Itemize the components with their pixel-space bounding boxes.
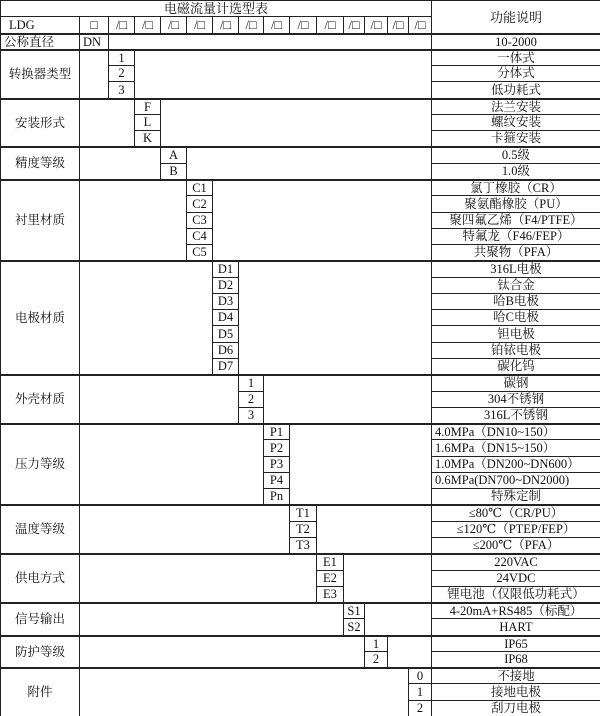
desc-cell: 4.0MPa（DN10~150） <box>431 423 600 440</box>
desc-cell: ≤120℃（PTEP/FEP） <box>431 521 600 538</box>
empty-span-cell <box>160 98 432 147</box>
desc-cell: 特殊定制 <box>431 488 600 505</box>
empty-span-cell <box>212 179 432 261</box>
section-label: 防护等级 <box>0 635 80 668</box>
code-cell: E1 <box>316 553 344 571</box>
code-cell: C2 <box>186 195 213 213</box>
model-code-checkbox: /□ <box>108 16 135 34</box>
code-cell: 1 <box>108 49 135 66</box>
section-label: 信号输出 <box>0 602 80 636</box>
empty-span-cell <box>186 146 432 180</box>
desc-cell: 螺纹安装 <box>431 114 600 131</box>
code-cell: 2 <box>364 651 388 668</box>
desc-cell: 刮刀电极 <box>431 700 600 716</box>
desc-cell: 哈C电极 <box>431 309 600 326</box>
section-label: 供电方式 <box>0 553 80 603</box>
model-prefix-cell: LDG <box>0 16 80 34</box>
code-cell: C3 <box>186 212 213 229</box>
code-cell: D6 <box>212 342 239 359</box>
function-description-header: 功能说明 <box>431 0 600 34</box>
desc-cell: 聚四氟乙烯（F4/PTFE） <box>431 212 600 229</box>
model-code-checkbox: /□ <box>238 16 264 34</box>
section-label: 衬里材质 <box>0 179 80 261</box>
code-cell: S2 <box>343 618 365 636</box>
empty-span-cell <box>79 602 344 636</box>
empty-span-cell <box>79 667 409 716</box>
desc-cell: 碳钢 <box>431 374 600 392</box>
section-label: 公称直径 <box>0 33 80 50</box>
code-cell: 2 <box>408 700 432 716</box>
code-cell: C1 <box>186 179 213 196</box>
code-cell: D7 <box>212 358 239 375</box>
desc-cell: 哈B电极 <box>431 293 600 310</box>
empty-span-cell <box>387 635 432 668</box>
desc-cell: IP65 <box>431 635 600 652</box>
empty-span-cell <box>263 374 432 424</box>
code-cell: L <box>134 114 161 131</box>
desc-cell: 氯丁橡胶（CR） <box>431 179 600 196</box>
desc-cell: 0.6MPa(DN700~DN2000) <box>431 472 600 489</box>
empty-span-cell <box>79 179 187 261</box>
code-cell: S1 <box>343 602 365 619</box>
code-cell: D5 <box>212 325 239 343</box>
empty-span-cell <box>134 49 432 99</box>
model-code-checkbox: □ <box>79 16 109 34</box>
empty-span-cell <box>289 423 432 505</box>
code-cell: P4 <box>263 472 290 489</box>
desc-cell: 共聚物（PFA） <box>431 244 600 261</box>
section-label: 附件 <box>0 667 80 716</box>
code-cell: F <box>134 98 161 115</box>
code-cell: 3 <box>108 81 135 99</box>
empty-span-cell <box>343 553 432 603</box>
code-cell: 2 <box>108 65 135 82</box>
model-code-checkbox: /□ <box>186 16 213 34</box>
desc-cell: 聚氨酯橡胶（PU） <box>431 195 600 213</box>
code-cell: E2 <box>316 570 344 587</box>
code-cell: B <box>160 163 187 180</box>
model-code-checkbox: /□ <box>212 16 239 34</box>
desc-cell: 碳化钨 <box>431 358 600 375</box>
desc-cell: IP68 <box>431 651 600 668</box>
model-code-checkbox: /□ <box>316 16 344 34</box>
empty-span-cell <box>316 504 432 554</box>
model-code-checkbox: /□ <box>343 16 365 34</box>
desc-cell: 1.0级 <box>431 163 600 180</box>
desc-cell: 304不锈钢 <box>431 391 600 408</box>
code-cell: K <box>134 130 161 147</box>
model-code-checkbox: /□ <box>387 16 409 34</box>
code-cell: 1 <box>408 683 432 701</box>
code-cell: 2 <box>238 391 264 408</box>
code-cell: A <box>160 146 187 164</box>
empty-span-cell <box>108 33 432 50</box>
desc-cell: HART <box>431 618 600 636</box>
model-code-checkbox: /□ <box>134 16 161 34</box>
code-cell: C5 <box>186 244 213 261</box>
code-cell: T2 <box>289 521 317 538</box>
section-label: 精度等级 <box>0 146 80 180</box>
empty-span-cell <box>364 602 432 636</box>
code-cell: P2 <box>263 439 290 457</box>
desc-cell: 220VAC <box>431 553 600 571</box>
desc-cell: 卡箍安装 <box>431 130 600 147</box>
section-label: 电极材质 <box>0 260 80 375</box>
code-cell: 0 <box>408 667 432 684</box>
empty-span-cell <box>79 553 317 603</box>
model-code-checkbox: /□ <box>289 16 317 34</box>
desc-cell: 法兰安装 <box>431 98 600 115</box>
desc-cell: 低功耗式 <box>431 81 600 99</box>
code-cell: T3 <box>289 537 317 554</box>
code-cell: C4 <box>186 228 213 245</box>
desc-cell: ≤200℃（PFA） <box>431 537 600 554</box>
desc-cell: 分体式 <box>431 65 600 82</box>
code-cell: Pn <box>263 488 290 505</box>
empty-span-cell <box>79 504 290 554</box>
model-code-checkbox: /□ <box>160 16 187 34</box>
code-cell: D1 <box>212 260 239 278</box>
desc-cell: 接地电极 <box>431 683 600 701</box>
code-cell: 3 <box>238 407 264 424</box>
desc-cell: 一体式 <box>431 49 600 66</box>
desc-cell: 10-2000 <box>431 33 600 50</box>
desc-cell: ≤80℃（CR/PU） <box>431 504 600 522</box>
code-cell: P1 <box>263 423 290 440</box>
desc-cell: 24VDC <box>431 570 600 587</box>
empty-span-cell <box>79 635 365 668</box>
section-label: 外壳材质 <box>0 374 80 424</box>
table-title: 电磁流量计选型表 <box>0 0 432 17</box>
desc-cell: 不接地 <box>431 667 600 684</box>
desc-cell: 0.5级 <box>431 146 600 164</box>
desc-cell: 316L电极 <box>431 260 600 278</box>
code-cell: P3 <box>263 456 290 473</box>
model-code-checkbox: /□ <box>263 16 290 34</box>
code-cell: D3 <box>212 293 239 310</box>
code-cell: D4 <box>212 309 239 326</box>
section-label: 安装形式 <box>0 98 80 147</box>
desc-cell: 4-20mA+RS485（标配） <box>431 602 600 619</box>
desc-cell: 钽电极 <box>431 325 600 343</box>
section-label: 转换器类型 <box>0 49 80 99</box>
section-label: 压力等级 <box>0 423 80 505</box>
model-code-checkbox: /□ <box>364 16 388 34</box>
desc-cell: 钛合金 <box>431 277 600 294</box>
empty-span-cell <box>79 146 161 180</box>
empty-span-cell <box>79 98 135 147</box>
code-cell: 1 <box>364 635 388 652</box>
code-cell: DN <box>79 33 109 50</box>
desc-cell: 锂电池（仅限低功耗式） <box>431 586 600 603</box>
code-cell: D2 <box>212 277 239 294</box>
code-cell: T1 <box>289 504 317 522</box>
model-code-checkbox: /□ <box>408 16 432 34</box>
empty-span-cell <box>79 260 213 375</box>
desc-cell: 铂铱电极 <box>431 342 600 359</box>
desc-cell: 1.0MPa（DN200~DN600） <box>431 456 600 473</box>
empty-span-cell <box>79 374 239 424</box>
section-label: 温度等级 <box>0 504 80 554</box>
empty-span-cell <box>79 49 109 99</box>
desc-cell: 316L不锈钢 <box>431 407 600 424</box>
code-cell: 1 <box>238 374 264 392</box>
empty-span-cell <box>238 260 432 375</box>
empty-span-cell <box>79 423 264 505</box>
desc-cell: 特氟龙（F46/FEP） <box>431 228 600 245</box>
desc-cell: 1.6MPa（DN15~150） <box>431 439 600 457</box>
code-cell: E3 <box>316 586 344 603</box>
